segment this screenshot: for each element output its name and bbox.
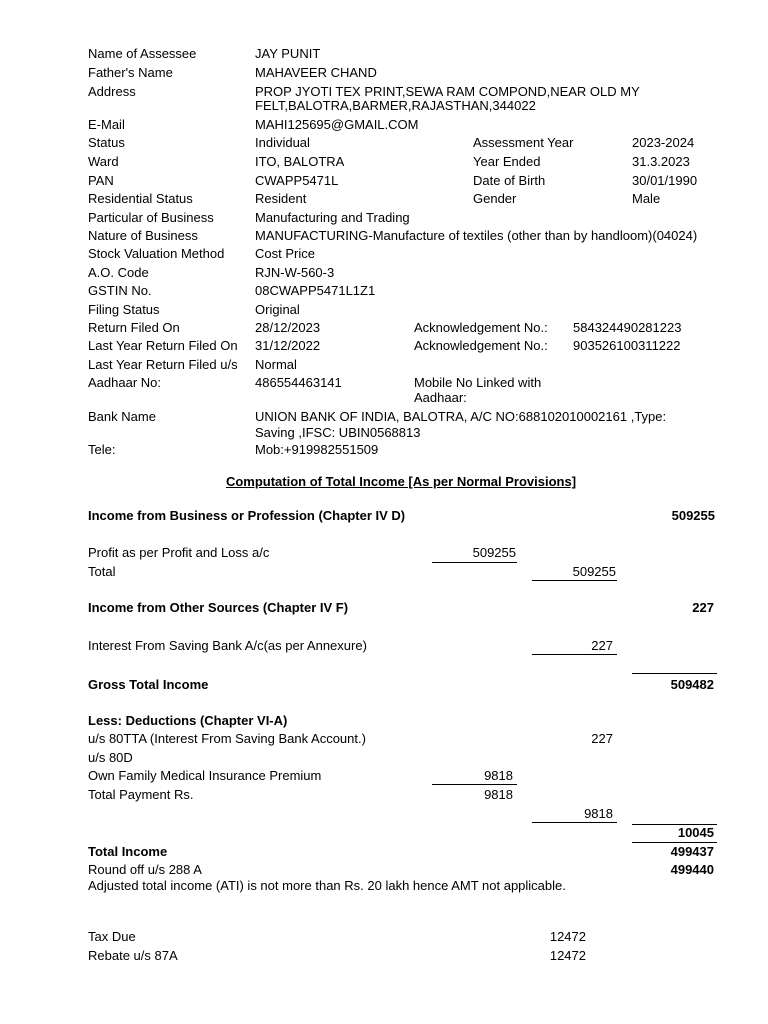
tele-value: Mob:+919982551509 bbox=[255, 442, 379, 457]
underline bbox=[632, 673, 717, 674]
underline bbox=[632, 842, 717, 843]
tax-due-value: 12472 bbox=[549, 929, 586, 944]
bank-line2: Saving ,IFSC: UBIN0568813 bbox=[255, 425, 421, 440]
80d-label: u/s 80D bbox=[88, 750, 133, 765]
total-value: 509255 bbox=[572, 564, 616, 579]
return-filed-label: Return Filed On bbox=[88, 320, 180, 335]
gross-total-income-value: 509482 bbox=[670, 677, 714, 692]
gender-label: Gender bbox=[473, 191, 517, 206]
stock-valuation-label: Stock Valuation Method bbox=[88, 246, 225, 261]
business-nature-value: MANUFACTURING-Manufacture of textiles (other than by handloom)(04024) bbox=[255, 228, 698, 243]
total-income-label: Total Income bbox=[88, 844, 168, 859]
filing-status-label: Filing Status bbox=[88, 302, 160, 317]
ack1-value: 584324490281223 bbox=[573, 320, 682, 335]
gstin-label: GSTIN No. bbox=[88, 283, 152, 298]
ao-code-label: A.O. Code bbox=[88, 265, 149, 280]
mobile-linked-label-1: Mobile No Linked with bbox=[414, 375, 542, 390]
assessment-year-value: 2023-2024 bbox=[632, 135, 695, 150]
other-sources-heading: Income from Other Sources (Chapter IV F) bbox=[88, 600, 349, 615]
ack2-value: 903526100311222 bbox=[573, 338, 681, 353]
last-year-filed-label: Last Year Return Filed On bbox=[88, 338, 238, 353]
ward-value: ITO, BALOTRA bbox=[255, 154, 345, 169]
last-year-us-label: Last Year Return Filed u/s bbox=[88, 357, 238, 372]
rebate-value: 12472 bbox=[549, 948, 586, 963]
return-filed-value: 28/12/2023 bbox=[255, 320, 321, 335]
deductions-total: 10045 bbox=[677, 825, 714, 840]
other-sources-total: 227 bbox=[692, 600, 714, 615]
underline bbox=[532, 580, 617, 581]
business-heading: Income from Business or Profession (Chapter IV D) bbox=[88, 508, 406, 523]
email-value: MAHI125695@GMAIL.COM bbox=[255, 117, 419, 132]
father-label: Father's Name bbox=[88, 65, 173, 80]
total-payment-value: 9818 bbox=[484, 787, 513, 802]
status-label: Status bbox=[88, 135, 125, 150]
underline bbox=[432, 784, 517, 785]
pan-value: CWAPP5471L bbox=[255, 173, 339, 188]
name-label: Name of Assessee bbox=[88, 46, 197, 61]
dob-label: Date of Birth bbox=[473, 173, 546, 188]
address-line2: FELT,BALOTRA,BARMER,RAJASTHAN,344022 bbox=[255, 98, 536, 113]
80tta-label: u/s 80TTA (Interest From Saving Bank Account.) bbox=[88, 731, 366, 746]
ack1-label: Acknowledgement No.: bbox=[414, 320, 548, 335]
underline bbox=[432, 562, 517, 563]
residential-status-value: Resident bbox=[255, 191, 307, 206]
ao-code-value: RJN-W-560-3 bbox=[255, 265, 335, 280]
interest-label: Interest From Saving Bank A/c(as per Annexure) bbox=[88, 638, 367, 653]
stock-valuation-value: Cost Price bbox=[255, 246, 315, 261]
last-year-filed-value: 31/12/2022 bbox=[255, 338, 321, 353]
profit-value: 509255 bbox=[472, 545, 516, 560]
profit-label: Profit as per Profit and Loss a/c bbox=[88, 545, 270, 560]
underline bbox=[532, 822, 617, 823]
business-total: 509255 bbox=[671, 508, 715, 523]
computation-title: Computation of Total Income [As per Normal Provisions] bbox=[225, 474, 577, 489]
80tta-value: 227 bbox=[591, 731, 613, 746]
underline bbox=[532, 654, 617, 655]
name-value: JAY PUNIT bbox=[255, 46, 321, 61]
aadhaar-value: 486554463141 bbox=[255, 375, 342, 390]
mobile-linked-label-2: Aadhaar: bbox=[414, 390, 467, 405]
rebate-label: Rebate u/s 87A bbox=[88, 948, 178, 963]
business-nature-label: Nature of Business bbox=[88, 228, 198, 243]
tax-due-label: Tax Due bbox=[88, 929, 136, 944]
father-value: MAHAVEER CHAND bbox=[255, 65, 377, 80]
bank-label: Bank Name bbox=[88, 409, 156, 424]
last-year-us-value: Normal bbox=[255, 357, 297, 372]
address-line1: PROP JYOTI TEX PRINT,SEWA RAM COMPOND,NEAR OLD MY bbox=[255, 84, 640, 99]
80d-total-value: 9818 bbox=[584, 806, 613, 821]
gender-value: Male bbox=[632, 191, 661, 206]
dob-value: 30/01/1990 bbox=[632, 173, 698, 188]
medical-premium-label: Own Family Medical Insurance Premium bbox=[88, 768, 322, 783]
round-off-label: Round off u/s 288 A bbox=[88, 862, 202, 877]
interest-value: 227 bbox=[591, 638, 613, 653]
aadhaar-label: Aadhaar No: bbox=[88, 375, 161, 390]
year-ended-value: 31.3.2023 bbox=[632, 154, 690, 169]
pan-label: PAN bbox=[88, 173, 114, 188]
deductions-heading: Less: Deductions (Chapter VI-A) bbox=[88, 713, 288, 728]
gross-total-income-label: Gross Total Income bbox=[88, 677, 209, 692]
tele-label: Tele: bbox=[88, 442, 116, 457]
medical-premium-value: 9818 bbox=[484, 768, 513, 783]
assessment-year-label: Assessment Year bbox=[473, 135, 574, 150]
ati-note: Adjusted total income (ATI) is not more than Rs. 20 lakh hence AMT not applicable. bbox=[88, 878, 566, 893]
residential-status-label: Residential Status bbox=[88, 191, 193, 206]
year-ended-label: Year Ended bbox=[473, 154, 541, 169]
bank-line1: UNION BANK OF INDIA, BALOTRA, A/C NO:688102010002161 ,Type: bbox=[255, 409, 667, 424]
email-label: E-Mail bbox=[88, 117, 125, 132]
total-payment-label: Total Payment Rs. bbox=[88, 787, 194, 802]
address-label: Address bbox=[88, 84, 136, 99]
total-income-value: 499437 bbox=[670, 844, 714, 859]
filing-status-value: Original bbox=[255, 302, 300, 317]
round-off-value: 499440 bbox=[670, 862, 714, 877]
ward-label: Ward bbox=[88, 154, 119, 169]
status-value: Individual bbox=[255, 135, 310, 150]
ack2-label: Acknowledgement No.: bbox=[414, 338, 548, 353]
business-particular-value: Manufacturing and Trading bbox=[255, 210, 410, 225]
business-particular-label: Particular of Business bbox=[88, 210, 214, 225]
total-label: Total bbox=[88, 564, 116, 579]
gstin-value: 08CWAPP5471L1Z1 bbox=[255, 283, 376, 298]
